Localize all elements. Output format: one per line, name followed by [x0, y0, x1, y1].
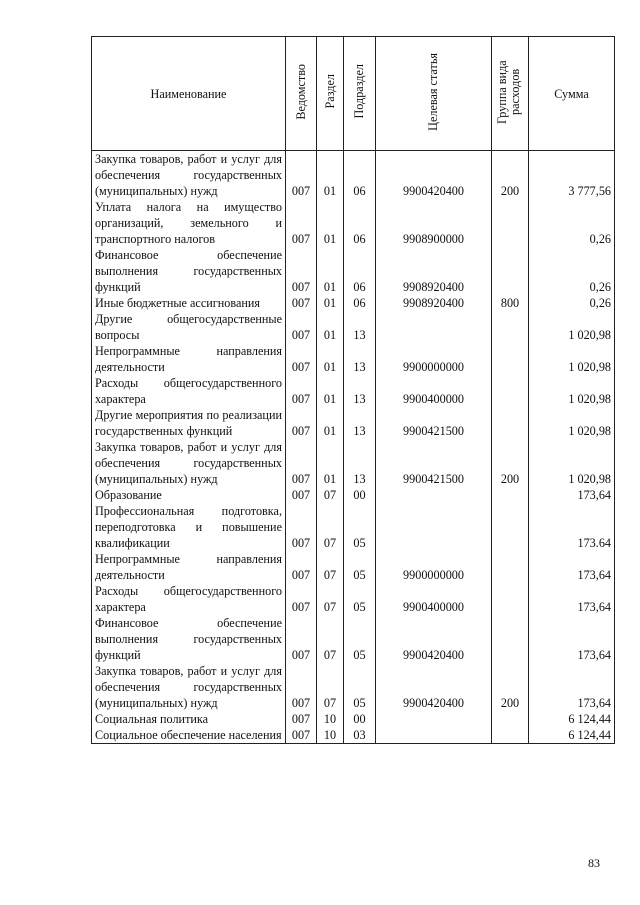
- table-row: [92, 727, 615, 744]
- cell-subsection: 06: [344, 295, 376, 311]
- cell-sum: 6 124,44: [529, 727, 615, 744]
- cell-sum: 1 020,98: [529, 407, 615, 439]
- budget-table: [91, 36, 615, 744]
- cell-target: 9900000000: [376, 551, 492, 583]
- table-row: [92, 487, 615, 503]
- cell-subsection: 13: [344, 343, 376, 375]
- header-section: Раздел: [317, 37, 344, 151]
- cell-subsection: 06: [344, 151, 376, 200]
- cell-section: 01: [317, 375, 344, 407]
- header-target: Целевая статья: [376, 37, 492, 151]
- cell-subsection: 00: [344, 487, 376, 503]
- cell-name: Закупка товаров, работ и услуг для обеспечения государственных (муниципальных) нужд: [92, 151, 286, 200]
- cell-dept: 007: [286, 439, 317, 487]
- table-header-row: [92, 37, 615, 151]
- cell-target: 9908900000: [376, 199, 492, 247]
- cell-name: Непрограммные направления деятельности: [92, 551, 286, 583]
- cell-section: 07: [317, 615, 344, 663]
- header-subsection: Подраздел: [344, 37, 376, 151]
- cell-sum: 173,64: [529, 663, 615, 711]
- cell-name: Финансовое обеспечение выполнения государственных функций: [92, 247, 286, 295]
- table-row: [92, 583, 615, 615]
- cell-name: Профессиональная подготовка, переподготовка и повышение квалификации: [92, 503, 286, 551]
- cell-sum: 173,64: [529, 615, 615, 663]
- cell-expense-group: [492, 615, 529, 663]
- cell-target: 9900420400: [376, 663, 492, 711]
- cell-sum: 173,64: [529, 487, 615, 503]
- cell-section: 10: [317, 711, 344, 727]
- cell-sum: 173,64: [529, 583, 615, 615]
- cell-target: [376, 503, 492, 551]
- cell-section: 01: [317, 199, 344, 247]
- cell-section: 01: [317, 295, 344, 311]
- cell-target: 9900421500: [376, 407, 492, 439]
- cell-expense-group: [492, 343, 529, 375]
- cell-sum: 1 020,98: [529, 375, 615, 407]
- table-row: [92, 343, 615, 375]
- cell-dept: 007: [286, 727, 317, 744]
- table-row: [92, 199, 615, 247]
- cell-subsection: 05: [344, 551, 376, 583]
- cell-section: 07: [317, 663, 344, 711]
- cell-expense-group: [492, 583, 529, 615]
- cell-section: 07: [317, 503, 344, 551]
- cell-expense-group: [492, 199, 529, 247]
- cell-section: 10: [317, 727, 344, 744]
- cell-section: 01: [317, 311, 344, 343]
- cell-sum: 1 020,98: [529, 311, 615, 343]
- cell-dept: 007: [286, 199, 317, 247]
- cell-sum: 0,26: [529, 295, 615, 311]
- cell-subsection: 06: [344, 247, 376, 295]
- cell-section: 01: [317, 407, 344, 439]
- table-row: [92, 663, 615, 711]
- table-row: [92, 295, 615, 311]
- cell-name: Непрограммные направления деятельности: [92, 343, 286, 375]
- cell-expense-group: [492, 407, 529, 439]
- cell-sum: 3 777,56: [529, 151, 615, 200]
- table-row: [92, 503, 615, 551]
- table-row: [92, 407, 615, 439]
- cell-section: 07: [317, 583, 344, 615]
- table-row: [92, 151, 615, 200]
- cell-dept: 007: [286, 295, 317, 311]
- cell-dept: 007: [286, 311, 317, 343]
- cell-sum: 1 020,98: [529, 343, 615, 375]
- cell-target: 9900000000: [376, 343, 492, 375]
- cell-section: 01: [317, 247, 344, 295]
- cell-expense-group: [492, 311, 529, 343]
- cell-dept: 007: [286, 487, 317, 503]
- cell-target: 9900420400: [376, 615, 492, 663]
- cell-target: [376, 727, 492, 744]
- cell-subsection: 00: [344, 711, 376, 727]
- table-row: [92, 551, 615, 583]
- cell-name: Образование: [92, 487, 286, 503]
- cell-dept: 007: [286, 247, 317, 295]
- cell-target: 9900421500: [376, 439, 492, 487]
- cell-dept: 007: [286, 151, 317, 200]
- cell-expense-group: 200: [492, 663, 529, 711]
- cell-subsection: 13: [344, 375, 376, 407]
- header-dept: Ведомство: [286, 37, 317, 151]
- cell-name: Социальная политика: [92, 711, 286, 727]
- cell-target: 9908920400: [376, 295, 492, 311]
- cell-section: 07: [317, 487, 344, 503]
- cell-name: Расходы общегосударственного характера: [92, 375, 286, 407]
- table-row: [92, 247, 615, 295]
- table-row: [92, 375, 615, 407]
- cell-name: Иные бюджетные ассигнования: [92, 295, 286, 311]
- page-number: 83: [588, 856, 600, 870]
- header-sum: Сумма: [529, 37, 615, 151]
- table-row: [92, 615, 615, 663]
- cell-subsection: 13: [344, 439, 376, 487]
- cell-target: [376, 311, 492, 343]
- cell-section: 01: [317, 151, 344, 200]
- table-row: [92, 439, 615, 487]
- cell-dept: 007: [286, 615, 317, 663]
- header-name: Наименование: [92, 37, 286, 151]
- cell-expense-group: [492, 375, 529, 407]
- cell-name: Финансовое обеспечение выполнения государственных функций: [92, 615, 286, 663]
- cell-target: [376, 711, 492, 727]
- cell-target: 9908920400: [376, 247, 492, 295]
- cell-dept: 007: [286, 503, 317, 551]
- cell-dept: 007: [286, 375, 317, 407]
- cell-name: Расходы общегосударственного характера: [92, 583, 286, 615]
- cell-name: Социальное обеспечение населения: [92, 727, 286, 744]
- cell-expense-group: [492, 727, 529, 744]
- cell-target: 9900400000: [376, 583, 492, 615]
- cell-dept: 007: [286, 407, 317, 439]
- cell-name: Закупка товаров, работ и услуг для обеспечения государственных (муниципальных) нужд: [92, 439, 286, 487]
- cell-subsection: 05: [344, 663, 376, 711]
- cell-section: 01: [317, 439, 344, 487]
- cell-dept: 007: [286, 343, 317, 375]
- cell-expense-group: 200: [492, 151, 529, 200]
- cell-name: Закупка товаров, работ и услуг для обеспечения государственных (муниципальных) нужд: [92, 663, 286, 711]
- cell-sum: 0,26: [529, 199, 615, 247]
- cell-expense-group: [492, 551, 529, 583]
- cell-subsection: 05: [344, 615, 376, 663]
- cell-subsection: 05: [344, 503, 376, 551]
- cell-name: Другие мероприятия по реализации государственных функций: [92, 407, 286, 439]
- cell-target: 9900420400: [376, 151, 492, 200]
- cell-sum: 173,64: [529, 551, 615, 583]
- cell-sum: 6 124,44: [529, 711, 615, 727]
- cell-sum: 173.64: [529, 503, 615, 551]
- cell-name: Другие общегосударственные вопросы: [92, 311, 286, 343]
- cell-section: 01: [317, 343, 344, 375]
- cell-expense-group: 800: [492, 295, 529, 311]
- cell-name: Уплата налога на имущество организаций, земельного и транспортного налогов: [92, 199, 286, 247]
- cell-section: 07: [317, 551, 344, 583]
- cell-dept: 007: [286, 711, 317, 727]
- cell-subsection: 06: [344, 199, 376, 247]
- table-row: [92, 311, 615, 343]
- cell-dept: 007: [286, 551, 317, 583]
- header-expense-group: Группа вида расходов: [492, 37, 529, 151]
- cell-expense-group: [492, 711, 529, 727]
- cell-expense-group: 200: [492, 439, 529, 487]
- cell-expense-group: [492, 247, 529, 295]
- cell-sum: 0,26: [529, 247, 615, 295]
- cell-target: [376, 487, 492, 503]
- cell-subsection: 05: [344, 583, 376, 615]
- cell-subsection: 13: [344, 311, 376, 343]
- cell-dept: 007: [286, 583, 317, 615]
- cell-expense-group: [492, 487, 529, 503]
- cell-dept: 007: [286, 663, 317, 711]
- cell-target: 9900400000: [376, 375, 492, 407]
- cell-subsection: 03: [344, 727, 376, 744]
- cell-subsection: 13: [344, 407, 376, 439]
- table-body: [92, 151, 615, 744]
- table-row: [92, 711, 615, 727]
- cell-sum: 1 020,98: [529, 439, 615, 487]
- cell-expense-group: [492, 503, 529, 551]
